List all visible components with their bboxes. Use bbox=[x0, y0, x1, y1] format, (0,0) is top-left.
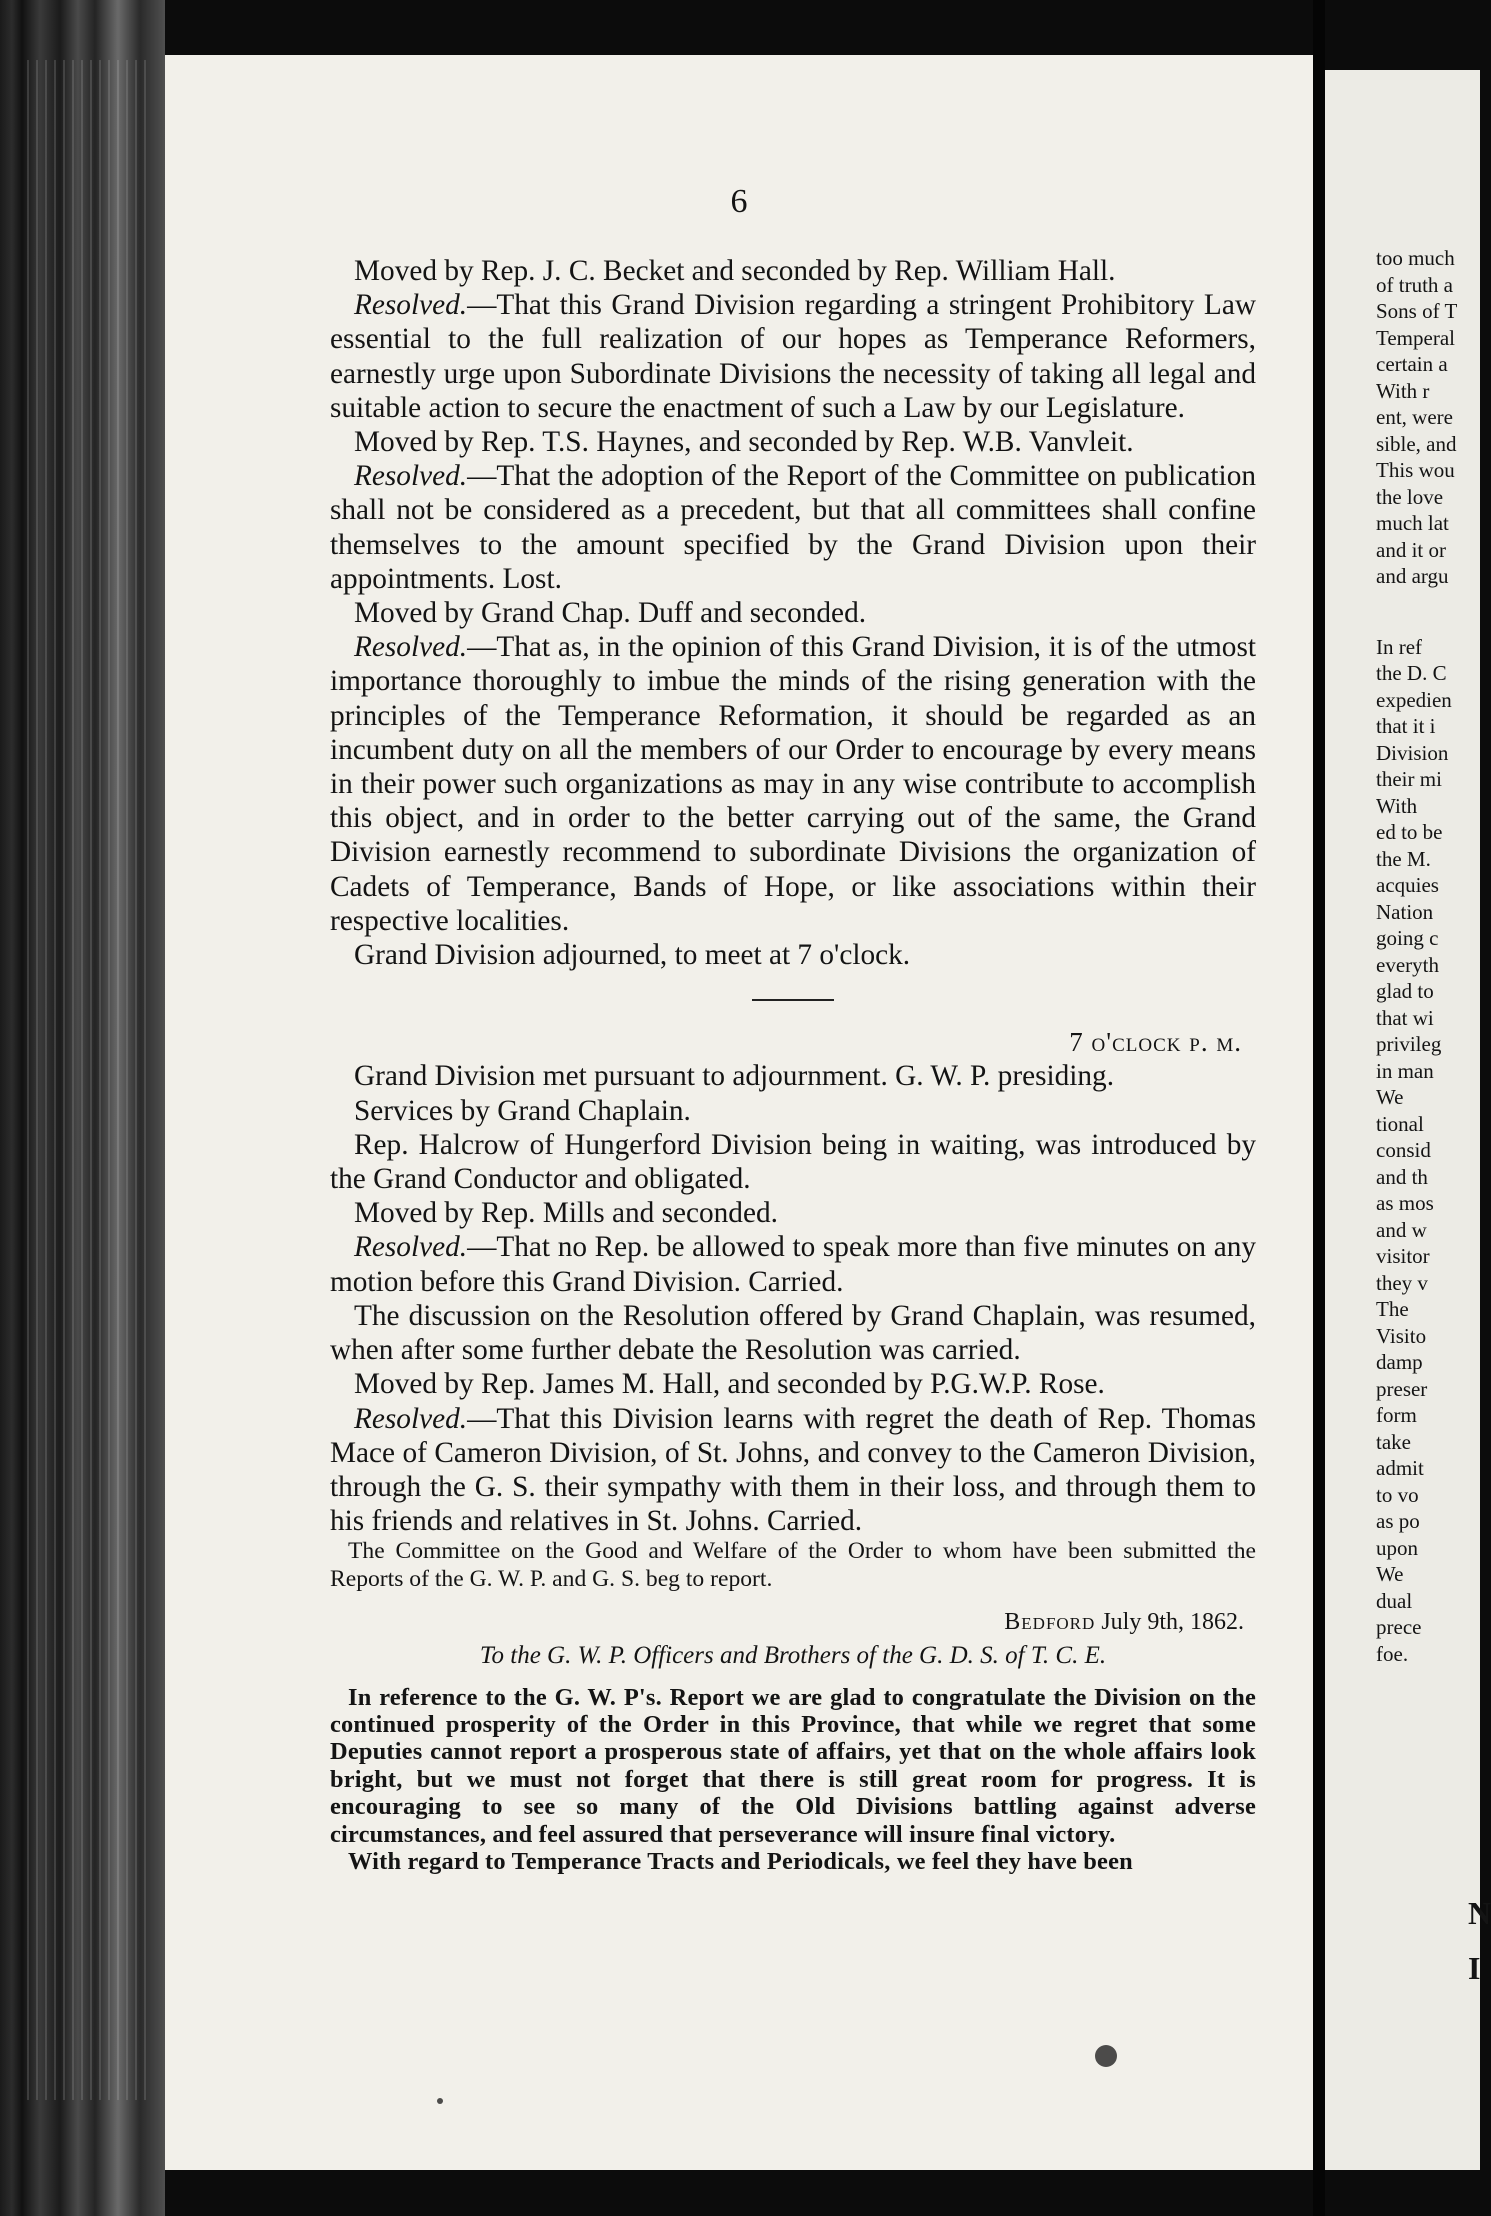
facing-page-line: preser bbox=[1376, 1376, 1428, 1401]
facing-page-line: they v bbox=[1376, 1270, 1428, 1295]
committee-intro bbox=[330, 1538, 1256, 1593]
facing-page-line: Temperal bbox=[1376, 325, 1455, 350]
facing-page-line: With r bbox=[1376, 378, 1430, 403]
facing-page-line: This wou bbox=[1376, 458, 1455, 482]
resolved-label: Resolved. bbox=[354, 1402, 468, 1435]
paragraph-met: Grand Division met pursuant to adjournment. G. W. P. presiding. bbox=[354, 1060, 1115, 1093]
page-edges bbox=[20, 60, 150, 2100]
paragraph-resolution-five-minutes bbox=[330, 1230, 1256, 1298]
facing-page-line: Division bbox=[1376, 740, 1449, 765]
resolved-label: Resolved. bbox=[354, 289, 468, 322]
report-place: Bedford bbox=[1004, 1609, 1096, 1636]
paragraph-motion-mills: Moved by Rep. Mills and seconded. bbox=[354, 1197, 778, 1230]
ink-spot bbox=[1095, 2045, 1117, 2067]
paragraph-report-gwp: In reference to the G. W. P's. Report we are glad to congratulate the Division on the continued prosperity of the Order in this Province, that while we regret that some Deputies cannot report a prosperous state of affairs, yet that on the whole affairs look bright, but we must not forget that there is still great room for progress. It is encouraging to see so many of the Old Divisions battling against adverse circumstances, and feel assured that perseverance will insure final victory. bbox=[330, 1683, 1256, 1848]
facing-page-line: and it or bbox=[1376, 537, 1446, 562]
paragraph-resolution-cadets bbox=[330, 630, 1256, 938]
facing-page-line: Visito bbox=[1376, 1323, 1427, 1348]
facing-page-line: as po bbox=[1376, 1509, 1420, 1533]
paragraph-resolution-mace bbox=[330, 1402, 1256, 1539]
facing-page-line: ent, were bbox=[1376, 405, 1453, 429]
paragraph-resolution-prohibitory bbox=[330, 288, 1256, 425]
facing-page-line: upon bbox=[1376, 1535, 1418, 1560]
report-date: July 9th, 1862. bbox=[1101, 1609, 1244, 1636]
facing-page-line: damp bbox=[1376, 1350, 1423, 1374]
facing-page-line: their mi bbox=[1376, 767, 1442, 791]
facing-page-line: glad to bbox=[1376, 979, 1434, 1003]
report-salutation: To the G. W. P. Officers and Brothers of the G. D. S. of T. C. E. bbox=[479, 1642, 1107, 1670]
facing-page-line: With bbox=[1376, 793, 1418, 818]
page-number: 6 bbox=[730, 183, 748, 220]
evening-session-heading: 7 o'clock p. m. bbox=[1069, 1027, 1242, 1058]
paragraph-discussion: The discussion on the Resolution offered by Grand Chaplain, was resumed, when after some further debate the Resolution was carried. bbox=[330, 1299, 1256, 1367]
facing-page-line: The bbox=[1376, 1297, 1409, 1321]
resolution-text: —That the adoption of the Report of the Committee on publication shall not be considered as a precedent, but that all committees shall confine themselves to the amount specified by the Grand Division upon their appointments. Lost. bbox=[330, 460, 1256, 595]
facing-page-line: certain a bbox=[1376, 352, 1448, 376]
facing-page-line: too much bbox=[1376, 246, 1455, 270]
paragraph-motion-duff: Moved by Grand Chap. Duff and seconded. bbox=[354, 597, 867, 630]
facing-page-line: that wi bbox=[1376, 1005, 1434, 1030]
facing-page-line: We bbox=[1376, 1562, 1404, 1586]
facing-page-line: In ref bbox=[1376, 634, 1423, 659]
facing-page-line: everyth bbox=[1376, 952, 1439, 977]
paragraph-report-tracts: With regard to Temperance Tracts and Periodicals, we feel they have been bbox=[348, 1847, 1133, 1875]
paragraph-adjourned: Grand Division adjourned, to meet at 7 o'clock. bbox=[354, 939, 911, 972]
facing-page-line: of truth a bbox=[1376, 272, 1453, 297]
resolution-text: —That this Division learns with regret the death of Rep. Thomas Mace of Cameron Division, of St. Johns, and convey to the Cameron Division, through the G. S. their sympathy with them in their loss, and through them to his friends and relatives in St. Johns. Carried. bbox=[330, 1402, 1256, 1538]
resolved-label: Resolved. bbox=[354, 460, 468, 493]
section-divider bbox=[752, 999, 834, 1001]
facing-page-line: dual bbox=[1376, 1588, 1413, 1613]
facing-page-line: take bbox=[1376, 1429, 1411, 1454]
facing-page-line: the M. bbox=[1376, 846, 1431, 871]
facing-page-line: and argu bbox=[1376, 564, 1449, 588]
facing-page-line: Nation bbox=[1376, 899, 1434, 924]
resolution-text: —That this Grand Division regarding a stringent Prohibitory Law essential to the full realization of our hopes as Temperance Reformers, earnestly urge upon Subordinate Divisions the necessity of taking all legal and suitable action to secure the enactment of such a Law by our Legislature. bbox=[330, 289, 1256, 424]
resolved-label: Resolved. bbox=[354, 1231, 468, 1264]
facing-page-line: visitor bbox=[1376, 1244, 1430, 1268]
report-dateline bbox=[330, 1605, 1244, 1639]
facing-page-line: the love bbox=[1376, 484, 1444, 509]
facing-page-line: prece bbox=[1376, 1615, 1422, 1639]
resolution-text: —That as, in the opinion of this Grand Division, it is of the utmost importance thoroughly to imbue the minds of the rising generation with the principles of the Temperance Reformation, it should be regarded as an incumbent duty on all the members of our Order to encourage by every means in their power such organizations as may in any wise contribute to accomplish this object, and in order to the better carrying out of the same, the Grand Division earnestly recommend to subordinate Divisions the organization of Cadets of Temperance, Bands of Hope, or like associations within their respective localities. bbox=[330, 631, 1256, 937]
facing-page-line: sible, and bbox=[1376, 431, 1457, 456]
facing-page-line: We bbox=[1376, 1085, 1404, 1109]
facing-page-line: consid bbox=[1376, 1138, 1431, 1162]
main-text-column bbox=[330, 254, 1256, 1875]
page-gutter bbox=[1313, 0, 1325, 2216]
facing-page-line: going c bbox=[1376, 926, 1439, 950]
ink-spot bbox=[437, 2098, 443, 2104]
facing-page-line: as mos bbox=[1376, 1191, 1434, 1215]
facing-page-line: in man bbox=[1376, 1058, 1434, 1083]
paragraph-resolution-publication bbox=[330, 459, 1256, 596]
report-body bbox=[330, 1684, 1256, 1876]
facing-page-line: and w bbox=[1376, 1217, 1427, 1242]
paragraph-motion-becket: Moved by Rep. J. C. Becket and seconded by Rep. William Hall. bbox=[354, 255, 1116, 287]
paragraph-motion-haynes: Moved by Rep. T.S. Haynes, and seconded by Rep. W.B. Vanvleit. bbox=[354, 426, 1134, 459]
facing-page-large-letter: I bbox=[1468, 1950, 1481, 1986]
paragraph-committee: The Committee on the Good and Welfare of the Order to whom have been submitted the Reports of the G. W. P. and G. S. beg to report. bbox=[330, 1538, 1256, 1592]
resolved-label: Resolved. bbox=[354, 631, 468, 664]
facing-page-line: foe. bbox=[1376, 1641, 1409, 1666]
facing-page-text bbox=[1376, 245, 1480, 1667]
facing-page-gap bbox=[1376, 590, 1480, 634]
facing-page-line: and th bbox=[1376, 1164, 1428, 1189]
facing-page-line: that it i bbox=[1376, 714, 1436, 738]
facing-page-line: acquies bbox=[1376, 873, 1439, 897]
facing-page-line: much lat bbox=[1376, 511, 1449, 535]
facing-page-line: the D. C bbox=[1376, 661, 1447, 685]
facing-page-line: expedien bbox=[1376, 687, 1452, 712]
paragraph-halcrow: Rep. Halcrow of Hungerford Division being in waiting, was introduced by the Grand Conductor and obligated. bbox=[330, 1128, 1256, 1196]
facing-page-line: Sons of T bbox=[1376, 299, 1458, 323]
facing-page-line: ed to be bbox=[1376, 820, 1443, 844]
resolution-text: —That no Rep. be allowed to speak more than five minutes on any motion before this Grand Division. Carried. bbox=[330, 1231, 1256, 1298]
facing-page-large-letter: N bbox=[1468, 1895, 1491, 1931]
facing-page-line: tional bbox=[1376, 1111, 1424, 1136]
facing-page-line: form bbox=[1376, 1403, 1417, 1427]
facing-page-line: privileg bbox=[1376, 1032, 1442, 1056]
paragraph-motion-hall: Moved by Rep. James M. Hall, and seconded by P.G.W.P. Rose. bbox=[354, 1368, 1105, 1401]
facing-page-line: admit bbox=[1376, 1456, 1424, 1480]
paragraph-services: Services by Grand Chaplain. bbox=[354, 1094, 691, 1127]
facing-page-line: to vo bbox=[1376, 1482, 1419, 1507]
